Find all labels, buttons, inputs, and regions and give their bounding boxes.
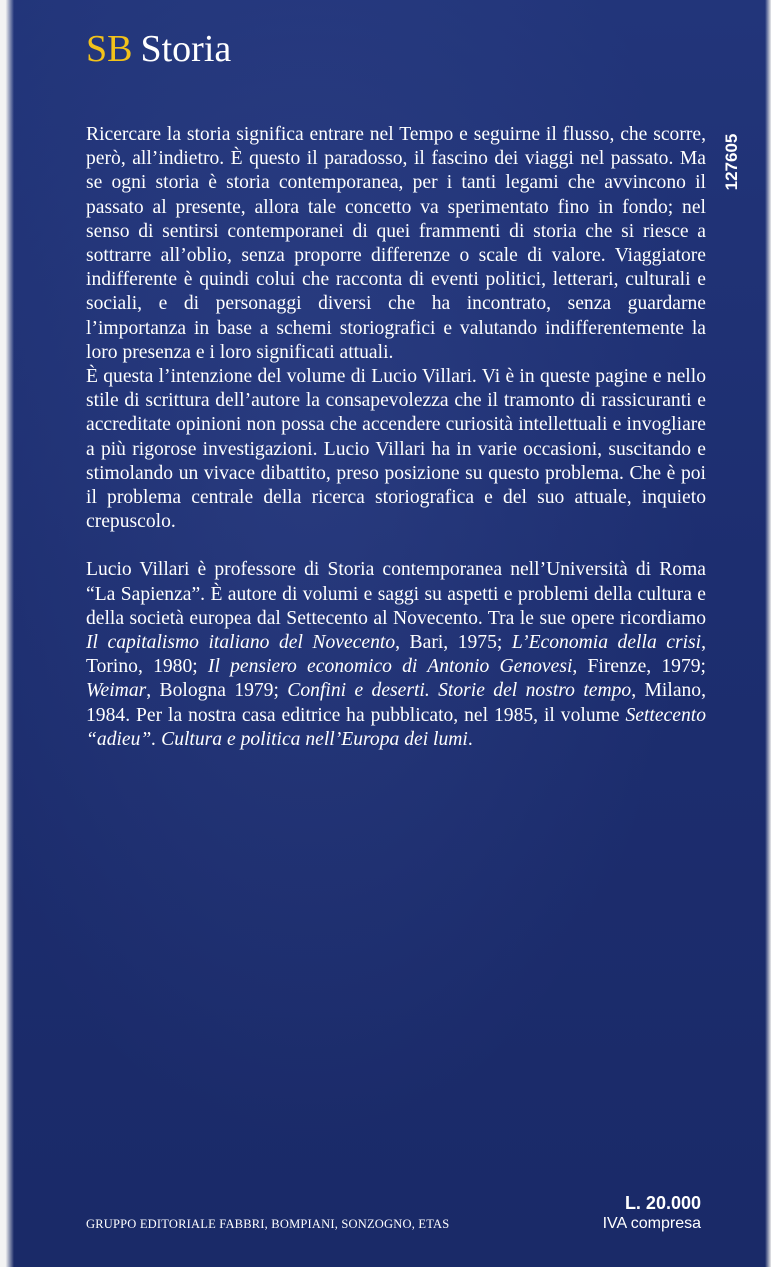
cover-edge-right xyxy=(765,0,771,1267)
price-block xyxy=(603,1192,701,1234)
bio-text: , Bari, 1975; xyxy=(395,632,512,654)
paragraph-gap xyxy=(86,534,706,558)
bio-text: , Torino, 1980; xyxy=(86,632,707,678)
description-paragraph-2: È questa l’intenzione del volume di Lucio Villari. Vi è in queste pagine e nello stile di scrittura dell’autore la consapevolezza che il tramonto di rassicuranti e accreditate opinioni non possa che accendere curiosità intellettuali e invogliare a più rigorose investigazioni. Lucio Villari ha in varie occasioni, suscitando e stimolando un vivace dibattito, preso posizione su questo problema. Che è poi il problema centrale della ricerca storiografica e del suo attuale, inquieto crepuscolo. xyxy=(86,366,706,533)
series-logo: SB xyxy=(86,28,133,70)
author-bio xyxy=(86,558,706,752)
bio-text: . xyxy=(467,728,473,750)
catalog-code-text: 127605 xyxy=(722,133,741,191)
series-name: Storia xyxy=(140,28,232,70)
bio-work-title: Il pensiero economico di Antonio Genovesi xyxy=(207,656,573,678)
bio-text: , Milano, 1984. Per la nostra casa editrice ha pubblicato, nel 1985, il volume xyxy=(86,680,707,726)
publisher-imprint: GRUPPO EDITORIALE FABBRI, BOMPIANI, SONZOGNO, ETAS xyxy=(86,1217,450,1231)
tax-note: IVA compresa xyxy=(602,1215,701,1232)
bio-text: , Firenze, 1979; xyxy=(572,656,707,678)
bio-work-title: Il capitalismo italiano del Novecento xyxy=(86,632,396,654)
bio-text: Lucio Villari è professore di Storia contemporanea nell’Università di Roma “La Sapienza”. È autore di volumi e saggi su aspetti e problemi della cultura e della società europea dal Settecento al Novecento. Tra le sue opere ricordiamo xyxy=(86,559,706,629)
cover-edge-left xyxy=(0,0,14,1267)
bio-work-title: Settecento “adieu”. Cultura e politica nell’Europa dei lumi xyxy=(86,704,706,750)
bio-work-title: Weimar xyxy=(86,680,147,702)
bio-work-title: Confini e deserti. Storie del nostro tempo xyxy=(287,680,632,702)
bio-work-title: L’Economia della crisi xyxy=(511,632,702,654)
price: L. 20.000 xyxy=(624,1193,701,1213)
blurb xyxy=(86,123,706,752)
catalog-code xyxy=(721,132,743,192)
description-paragraph-1: Ricercare la storia significa entrare nel Tempo e seguirne il flusso, che scorre, però, all’indietro. È questo il paradosso, il fascino dei viaggi nel passato. Ma se ogni storia è storia contemporanea, per i tanti legami che avvincono il passato al presente, allora tale concetto va sperimentato fino in fondo; nel senso di sentirsi contemporanei di quei frammenti di storia che si riesce a sottrarre all’oblio, senza proporre differenze o scale di valore. Viaggiatore indifferente è quindi colui che racconta di eventi politici, letterari, culturali e sociali, e di personaggi diversi che ha incontrato, senza guardarne l’importanza in base a schemi storiografici e valutando indifferentemente la loro presenza e i loro significati attuali. xyxy=(86,124,706,363)
series-header xyxy=(86,26,231,72)
bio-text: , Bologna 1979; xyxy=(146,680,288,702)
